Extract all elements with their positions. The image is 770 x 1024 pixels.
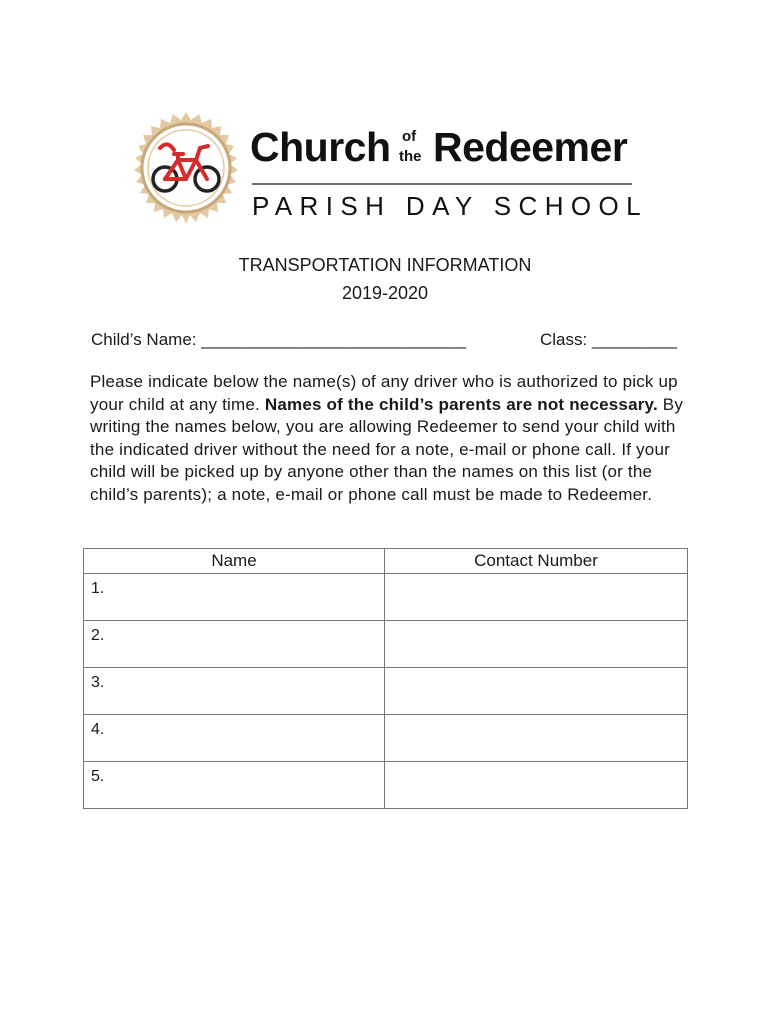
- row-number: 5.: [91, 768, 105, 785]
- logo-divider: [252, 183, 632, 185]
- bicycle-seal-icon: [130, 112, 242, 224]
- table-row: [84, 621, 688, 668]
- row-number: 3.: [91, 674, 105, 691]
- school-logo: [130, 112, 650, 227]
- instructions-paragraph: [90, 371, 690, 506]
- table-row: [84, 762, 688, 809]
- contact-column-header: Contact Number: [385, 549, 688, 574]
- logo-parish-day-school: PARISH DAY SCHOOL: [252, 191, 648, 221]
- table-row: [84, 574, 688, 621]
- contact-number-cell[interactable]: [385, 574, 688, 621]
- row-number: 4.: [91, 721, 105, 738]
- contact-number-cell[interactable]: [385, 668, 688, 715]
- name-column-header: Name: [84, 549, 385, 574]
- driver-name-cell[interactable]: [84, 621, 385, 668]
- logo-church-text: Church: [250, 124, 391, 170]
- driver-name-cell[interactable]: [84, 668, 385, 715]
- driver-name-cell[interactable]: [84, 762, 385, 809]
- table-row: [84, 715, 688, 762]
- contact-number-cell[interactable]: [385, 715, 688, 762]
- instructions-bold-note: Names of the child’s parents are not necessary.: [264, 394, 658, 414]
- row-number: 1.: [91, 580, 105, 597]
- table-header-row: [84, 549, 688, 574]
- form-year: 2019-2020: [341, 283, 429, 303]
- authorized-drivers-table: [83, 548, 688, 809]
- logo-of-text: of: [402, 128, 417, 145]
- form-title: TRANSPORTATION INFORMATION: [238, 255, 532, 275]
- driver-name-cell[interactable]: [84, 574, 385, 621]
- driver-name-cell[interactable]: [84, 715, 385, 762]
- row-number: 2.: [91, 627, 105, 644]
- contact-number-cell[interactable]: [385, 621, 688, 668]
- logo-redeemer-text: Redeemer: [433, 124, 628, 170]
- class-field[interactable]: Class: _________: [540, 330, 678, 349]
- contact-number-cell[interactable]: [385, 762, 688, 809]
- logo-wordmark: [250, 124, 650, 224]
- instructions-text-1: Please indicate below the name(s) of any driver who is authorized to pick up your child at any time.: [90, 372, 678, 414]
- logo-the-text: the: [399, 148, 422, 165]
- table-row: [84, 668, 688, 715]
- instructions-text-2: By writing the names below, you are allowing Redeemer to send your child with the indicated driver without the need for a note, e-mail or phone call. If your child will be picked up by anyone other than the names on this list (or the child’s parents); a note, e-mail or phone call must be made to Redeemer.: [90, 394, 684, 504]
- child-name-field[interactable]: Child’s Name: ____________________________: [91, 330, 466, 349]
